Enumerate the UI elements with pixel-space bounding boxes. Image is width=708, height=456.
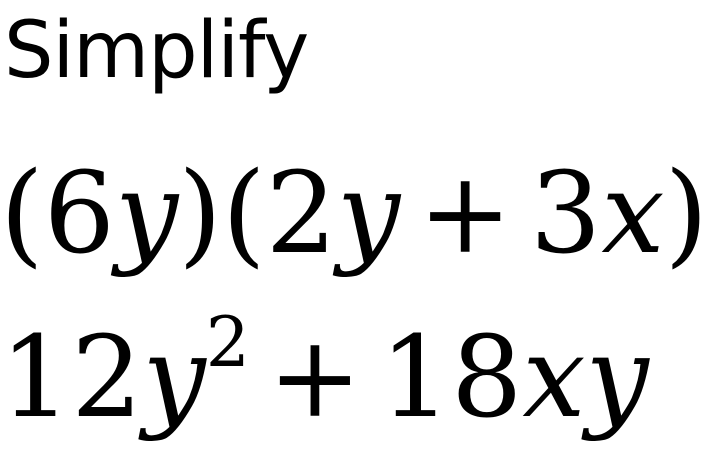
factor1-coefficient: 6 bbox=[43, 149, 115, 279]
problem-heading: Simplify bbox=[4, 6, 309, 96]
term2-variable-x: x bbox=[522, 313, 586, 443]
term2-variable-y: y bbox=[585, 313, 649, 443]
term1-variable: y bbox=[142, 313, 206, 443]
factor1-close-paren: ) bbox=[178, 149, 222, 279]
factor2-open-paren: ( bbox=[221, 149, 266, 279]
factor2-coefficient-b: 3 bbox=[530, 149, 602, 279]
expression-line bbox=[0, 149, 708, 279]
factor2-close-paren: ) bbox=[664, 149, 708, 279]
result-plus-operator: + bbox=[267, 313, 362, 443]
factor1-variable: y bbox=[114, 149, 179, 279]
term2-coefficient: 18 bbox=[379, 313, 523, 443]
term1-coefficient: 12 bbox=[0, 313, 143, 443]
factor2-variable-b: x bbox=[601, 149, 665, 279]
factor2-variable-a: y bbox=[336, 149, 401, 279]
result-line bbox=[0, 303, 649, 443]
term1-exponent: 2 bbox=[205, 303, 250, 384]
factor1-open-paren: ( bbox=[0, 149, 44, 279]
factor2-coefficient-a: 2 bbox=[265, 149, 337, 279]
factor2-plus-operator: + bbox=[418, 149, 513, 279]
